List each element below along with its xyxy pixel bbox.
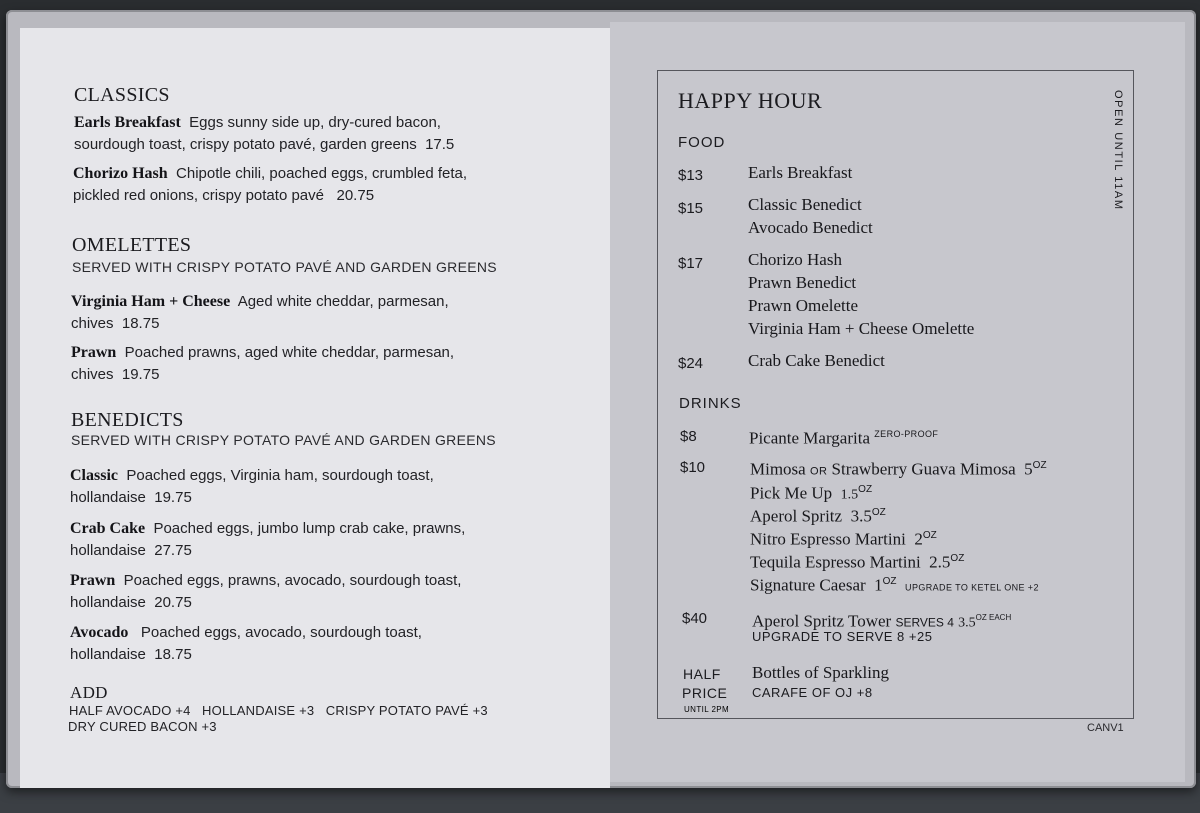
item-name: Chorizo Hash [73,165,168,182]
item-desc: hollandaise [70,594,146,611]
drink-name: Mimosa [750,459,806,479]
food-price: $17 [678,255,704,272]
oz-unit: OZ [1032,460,1047,471]
drink-item: Bottles of Sparkling [752,663,889,682]
item-desc: chives [71,366,114,383]
drink-price: $10 [680,459,706,476]
omelettes-subtitle: SERVED WITH CRISPY POTATO PAVÉ AND GARDEN GREENS [72,259,497,275]
drink-name: Strawberry Guava Mimosa [831,459,1016,479]
add-ons-line: DRY CURED BACON +3 [68,719,217,734]
half-price-time: UNTIL 2PM [684,705,730,714]
food-item: Chorizo Hash [748,250,842,269]
item-name: Classic [70,467,118,484]
drink-name: Aperol Spritz [750,506,843,526]
food-item: Classic Benedict [748,195,862,214]
menu-item [70,622,550,666]
item-desc: Poached eggs, Virginia ham, sourdough toast, [126,467,434,484]
drinks-label: DRINKS [679,395,742,412]
food-item: Earls Breakfast [748,163,853,182]
add-ons-line: HALF AVOCADO +4 HOLLANDAISE +3 CRISPY POTATO PAVÉ +3 [69,703,488,718]
omelettes-heading: OMELETTES [72,234,192,256]
happy-hour-title: HAPPY HOUR [678,88,823,113]
drink-name: Aperol Spritz Tower [752,611,892,631]
drink-item [749,423,938,450]
item-desc: Eggs sunny side up, dry-cured bacon, [189,114,441,131]
drink-size: 1.5 [840,487,859,503]
item-desc: hollandaise [70,542,146,559]
drink-price: $8 [680,428,697,445]
drink-name: Tequila Espresso Martini [750,552,921,572]
item-desc: chives [71,315,114,332]
food-item: Virginia Ham + Cheese Omelette [748,319,975,338]
add-heading: ADD [70,683,108,702]
menu-item [71,342,551,386]
item-desc: pickled red onions, crispy potato pavé [73,187,324,204]
menu-item [71,291,551,335]
item-desc: hollandaise [70,489,146,506]
food-item: Prawn Omelette [748,296,858,315]
item-desc: Poached eggs, prawns, avocado, sourdough toast, [123,572,462,589]
food-label: FOOD [678,134,726,151]
oz-unit: OZ [922,530,937,541]
drink-item [750,570,1039,600]
oz-unit: OZ [871,507,886,518]
item-price: 18.75 [121,315,160,332]
drink-note: ZERO-PROOF [874,429,939,439]
drink-name: Nitro Espresso Martini [750,529,906,549]
item-desc: Poached prawns, aged white cheddar, parmesan, [124,344,455,361]
drink-name: Picante Margarita [749,428,871,448]
food-item: Crab Cake Benedict [748,351,885,370]
item-name: Earls Breakfast [74,114,181,131]
item-name: Virginia Ham + Cheese [71,293,231,310]
drink-size: 3.5 [850,506,872,526]
drink-size: 3.5 [958,615,976,631]
drink-serves: SERVES 4 [895,615,954,630]
item-name: Avocado [70,624,129,641]
drink-size: 1 [874,575,883,595]
drink-name: Pick Me Up [750,483,833,503]
item-price: 18.75 [154,646,192,663]
benedicts-heading: BENEDICTS [71,409,184,431]
item-price: 20.75 [336,187,375,204]
drink-size: 5 [1024,459,1033,479]
half-price-label: HALF [683,666,721,682]
drink-addon: CARAFE OF OJ +8 [752,685,873,700]
menu-item [70,465,550,509]
menu-item [74,112,554,156]
oz-unit: OZ [950,553,965,564]
food-item: Avocado Benedict [748,218,873,237]
benedicts-subtitle: SERVED WITH CRISPY POTATO PAVÉ AND GARDEN GREENS [71,432,496,448]
item-price: 20.75 [154,594,192,611]
classics-heading: CLASSICS [74,84,170,106]
menu-code: CANV1 [1087,722,1124,734]
drink-name: Signature Caesar [750,575,866,595]
oz-unit: OZ [882,576,897,587]
item-name: Prawn [71,344,117,361]
food-price: $13 [678,167,704,184]
menu-item [70,570,550,614]
item-price: 27.75 [154,542,192,559]
food-price: $24 [678,355,704,372]
drink-size: 2 [914,529,923,549]
item-desc: Poached eggs, avocado, sourdough toast, [140,624,422,641]
item-name: Prawn [70,572,116,589]
food-price: $15 [678,200,704,217]
open-until-note: OPEN UNTIL 11AM [1112,90,1124,211]
menu-item [73,163,553,207]
drink-connector: OR [809,465,828,478]
oz-each-unit: OZ EACH [975,613,1012,622]
item-price: 17.5 [425,136,455,153]
item-desc: sourdough toast, crispy potato pavé, garden greens [74,136,417,153]
item-price: 19.75 [154,489,192,506]
item-name: Crab Cake [70,520,146,537]
half-price-label: PRICE [682,685,728,701]
food-item: Prawn Benedict [748,273,857,292]
item-desc: hollandaise [70,646,146,663]
drink-price: $40 [682,610,708,627]
oz-unit: OZ [858,484,873,495]
drink-upgrade: UPGRADE TO SERVE 8 +25 [752,629,933,644]
drink-upgrade: UPGRADE TO KETEL ONE +2 [905,582,1039,593]
item-desc: Aged white cheddar, parmesan, [237,293,449,310]
item-desc: Chipotle chili, poached eggs, crumbled feta, [176,165,468,182]
item-desc: Poached eggs, jumbo lump crab cake, prawns, [153,520,466,537]
item-price: 19.75 [121,366,160,383]
menu-item [70,518,550,562]
drink-size: 2.5 [929,552,951,572]
